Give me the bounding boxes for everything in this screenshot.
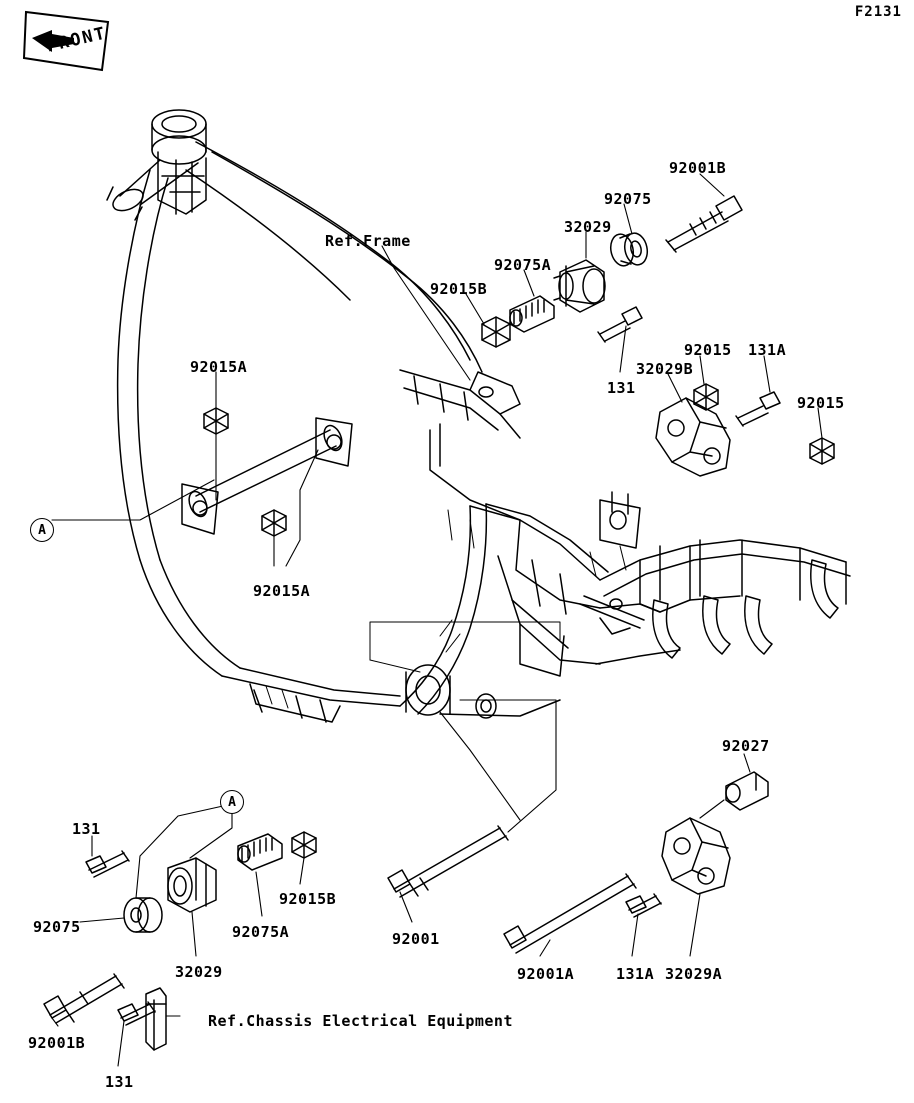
part-label-92075a-lower: 92075A bbox=[232, 923, 290, 941]
part-label-92075-top: 92075 bbox=[604, 190, 652, 208]
part-label-92075a-top: 92075A bbox=[494, 256, 552, 274]
callout-a-left: A bbox=[30, 518, 54, 542]
part-label-92001b-top: 92001B bbox=[669, 159, 727, 177]
part-label-92001: 92001 bbox=[392, 930, 440, 948]
part-label-92015-right: 92015 bbox=[797, 394, 845, 412]
part-label-131-bottom: 131 bbox=[105, 1073, 134, 1091]
part-label-131-upper: 131 bbox=[607, 379, 636, 397]
part-label-92015a-upper: 92015A bbox=[190, 358, 248, 376]
part-label-32029a: 32029A bbox=[665, 965, 723, 983]
callout-a-lower: A bbox=[220, 790, 244, 814]
part-label-32029b: 32029B bbox=[636, 360, 694, 378]
part-label-92015a-lower: 92015A bbox=[253, 582, 311, 600]
ref-chassis-electrical-label: Ref.Chassis Electrical Equipment bbox=[208, 1012, 513, 1030]
front-marker-label: FRONT bbox=[44, 23, 109, 57]
part-label-32029-lower: 32029 bbox=[175, 963, 223, 981]
part-label-92015-upper: 92015 bbox=[684, 341, 732, 359]
part-label-131-lowerleft: 131 bbox=[72, 820, 101, 838]
part-label-92015b-lower: 92015B bbox=[279, 890, 337, 908]
part-label-92001a: 92001A bbox=[517, 965, 575, 983]
part-label-32029-top: 32029 bbox=[564, 218, 612, 236]
part-label-92075-lower: 92075 bbox=[33, 918, 81, 936]
ref-frame-label: Ref.Frame bbox=[325, 232, 411, 250]
part-label-131a-lower: 131A bbox=[616, 965, 655, 983]
diagram-code: F2131 bbox=[854, 4, 902, 20]
part-label-131a-upper: 131A bbox=[748, 341, 787, 359]
part-label-92001b-lower: 92001B bbox=[28, 1034, 86, 1052]
part-label-92027: 92027 bbox=[722, 737, 770, 755]
part-label-92015b-top: 92015B bbox=[430, 280, 488, 298]
